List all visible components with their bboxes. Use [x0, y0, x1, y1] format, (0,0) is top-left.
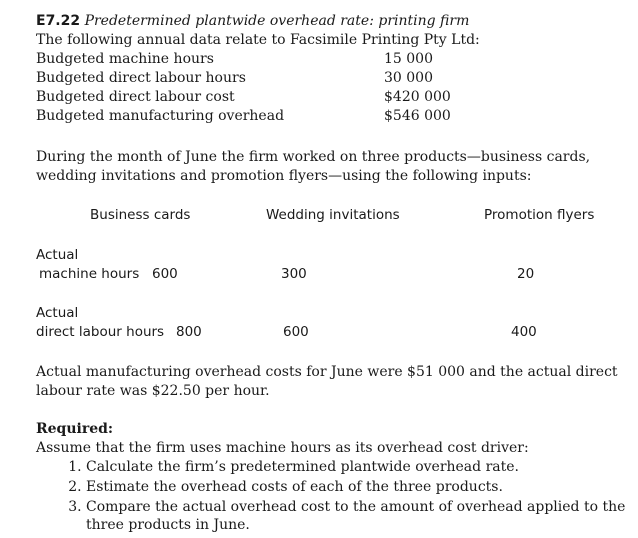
- required-assumption: Assume that the firm uses machine hours as its overhead cost driver:: [36, 440, 529, 456]
- header-promotion-flyers: Promotion flyers: [484, 207, 595, 223]
- budget-value: 30 000: [384, 70, 433, 86]
- table-cell: 400: [511, 324, 537, 340]
- list-item: 3. Compare the actual overhead cost to the amount of overhead applied to the three products in June.: [86, 498, 626, 534]
- table-cell: 600: [152, 266, 178, 282]
- june-intro-line: wedding invitations and promotion flyers—using the following inputs:: [36, 168, 532, 184]
- budget-label: Budgeted direct labour cost: [36, 89, 235, 105]
- row-label-line: machine hours: [39, 266, 140, 282]
- list-item: 1. Calculate the firm’s predetermined plantwide overhead rate.: [86, 458, 626, 476]
- row-label-line: Actual: [36, 305, 79, 321]
- exercise-heading: [36, 12, 469, 30]
- budget-label: Budgeted machine hours: [36, 51, 214, 67]
- row-label-line: Actual: [36, 247, 79, 263]
- row-label-line: direct labour hours: [36, 324, 165, 340]
- exercise-number: E7.22: [36, 13, 81, 29]
- table-cell: 600: [283, 324, 309, 340]
- budget-value: $546 000: [384, 108, 451, 124]
- budget-value: 15 000: [384, 51, 433, 67]
- table-cell: 800: [176, 324, 202, 340]
- required-heading: Required:: [36, 421, 114, 437]
- budget-label: Budgeted direct labour hours: [36, 70, 246, 86]
- header-business-cards: Business cards: [90, 207, 191, 223]
- header-wedding-invitations: Wedding invitations: [266, 207, 400, 223]
- table-cell: 300: [281, 266, 307, 282]
- actual-costs-line: Actual manufacturing overhead costs for June were $51 000 and the actual direct: [36, 364, 618, 380]
- exercise-title: Predetermined plantwide overhead rate: printing firm: [84, 13, 470, 29]
- budget-label: Budgeted manufacturing overhead: [36, 108, 285, 124]
- table-cell: 20: [517, 266, 535, 282]
- june-intro-line: During the month of June the firm worked on three products—business cards,: [36, 149, 591, 165]
- budget-value: $420 000: [384, 89, 451, 105]
- intro-text: The following annual data relate to Facsimile Printing Pty Ltd:: [36, 32, 480, 48]
- required-list: [60, 458, 626, 536]
- list-item: 2. Estimate the overhead costs of each of the three products.: [86, 478, 626, 496]
- actual-costs-line: labour rate was $22.50 per hour.: [36, 383, 270, 399]
